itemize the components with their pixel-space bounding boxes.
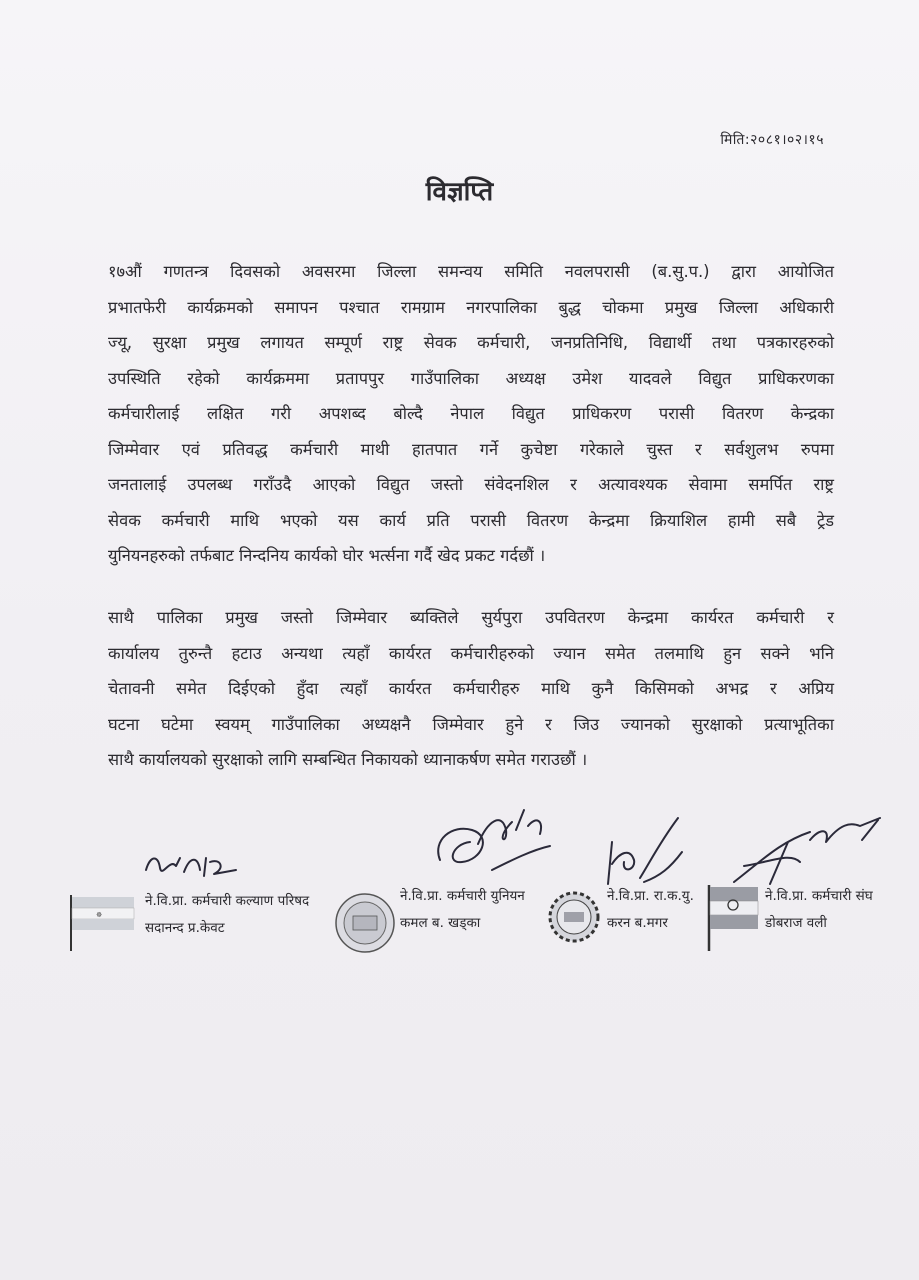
paragraph-line: कर्मचारीलाई लक्षित गरी अपशब्द बोल्दै नेपाल विद्युत प्राधिकरण परासी वितरण केन्द्रका — [108, 404, 834, 423]
signature-2 — [432, 800, 562, 880]
svg-text:☸: ☸ — [96, 911, 103, 919]
paragraph-2 — [108, 600, 834, 778]
paragraph-line: १७औं गणतन्त्र दिवसको अवसरमा जिल्ला समन्वय समिति नवलपरासी (ब.सु.प.) द्वारा आयोजित — [108, 262, 834, 281]
paragraph-line: सेवक कर्मचारी माथि भएको यस कार्य प्रति परासी वितरण केन्द्रमा क्रियाशिल हामी सबै ट्रेड — [108, 510, 834, 530]
signatory-org: ने.वि.प्रा. कर्मचारी युनियन — [400, 888, 525, 904]
signatory-4 — [765, 883, 873, 937]
notice-title: विज्ञप्ति — [425, 177, 494, 207]
signatory-org: ने.वि.प्रा. रा.क.यु. — [607, 888, 694, 904]
signatory-org: ने.वि.प्रा. कर्मचारी संघ — [765, 888, 873, 904]
paragraph-line: घटना घटेमा स्वयम् गाउँपालिका अध्यक्षनै जिम्मेवार हुने र जिउ ज्यानको सुरक्षाको प्रत्याभूतिका — [108, 714, 834, 734]
notice-date: मिति:२०८१।०२।१५ — [720, 132, 824, 148]
paragraph-line: जिम्मेवार एवं प्रतिवद्ध कर्मचारी माथी हातपात गर्ने कुचेष्टा गरेकाले चुस्त र सर्वशुलभ रुपमा — [108, 439, 834, 459]
paragraph-line: युनियनहरुको तर्फबाट निन्दनिय कार्यको घोर भर्त्सना गर्दै खेद प्रकट गर्दछौं । — [108, 546, 546, 565]
flag-icon — [705, 883, 763, 953]
signature-4 — [730, 812, 890, 892]
seal-icon — [334, 888, 396, 958]
signatory-3 — [607, 883, 694, 937]
paragraph-line: कार्यालय तुरुन्तै हटाउ अन्यथा त्यहाँ कार्यरत कर्मचारीहरुको ज्यान समेत तलमाथि हुन सक्ने भनि — [108, 643, 834, 663]
signatory-name: कमल ब. खड्का — [400, 915, 481, 931]
signatory-name: सदानन्द प्र.केवट — [145, 920, 225, 936]
signatory-name: डोबराज वली — [765, 915, 827, 931]
paragraph-line: प्रभातफेरी कार्यक्रमको समापन पश्चात रामग्राम नगरपालिका बुद्ध चोकमा प्रमुख जिल्ला अधिकारी — [108, 297, 834, 317]
paragraph-line: उपस्थिति रहेको कार्यक्रममा प्रतापपुर गाउँपालिका अध्यक्ष उमेश यादवले विद्युत प्राधिकरणका — [108, 368, 834, 388]
paragraph-line: साथै कार्यालयको सुरक्षाको लागि सम्बन्धित निकायको ध्यानाकर्षण समेत गराउछौं । — [108, 750, 588, 769]
signature-3 — [600, 812, 690, 892]
paragraph-line: चेतावनी समेत दिईएको हुँदा त्यहाँ कार्यरत कर्मचारीहरु माथि कुनै किसिमको अभद्र र अप्रिय — [108, 679, 834, 698]
paragraph-line: साथै पालिका प्रमुख जस्तो जिम्मेवार ब्यक्तिले सुर्यपुरा उपवितरण केन्द्रमा कार्यरत कर्मचारी र — [108, 608, 834, 627]
paragraph-1 — [108, 254, 834, 574]
gear-seal-icon — [548, 888, 600, 946]
paragraph-line: ज्यू, सुरक्षा प्रमुख लगायत सम्पूर्ण राष्ट्र सेवक कर्मचारी, जनप्रतिनिधि, विद्यार्थी तथा पत्रकारहरुको — [108, 333, 834, 352]
signature-1 — [140, 848, 250, 884]
flag-icon — [68, 893, 138, 953]
paragraph-line: जनतालाई उपलब्ध गराँउदै आएको विद्युत जस्तो संवेदनशिल र अत्यावश्यक सेवामा समर्पित राष्ट्र — [108, 475, 834, 494]
signatory-1 — [145, 888, 309, 942]
signatory-org: ने.वि.प्रा. कर्मचारी कल्याण परिषद — [145, 893, 310, 909]
signatory-name: करन ब.मगर — [607, 915, 668, 931]
signatory-2 — [400, 883, 525, 937]
